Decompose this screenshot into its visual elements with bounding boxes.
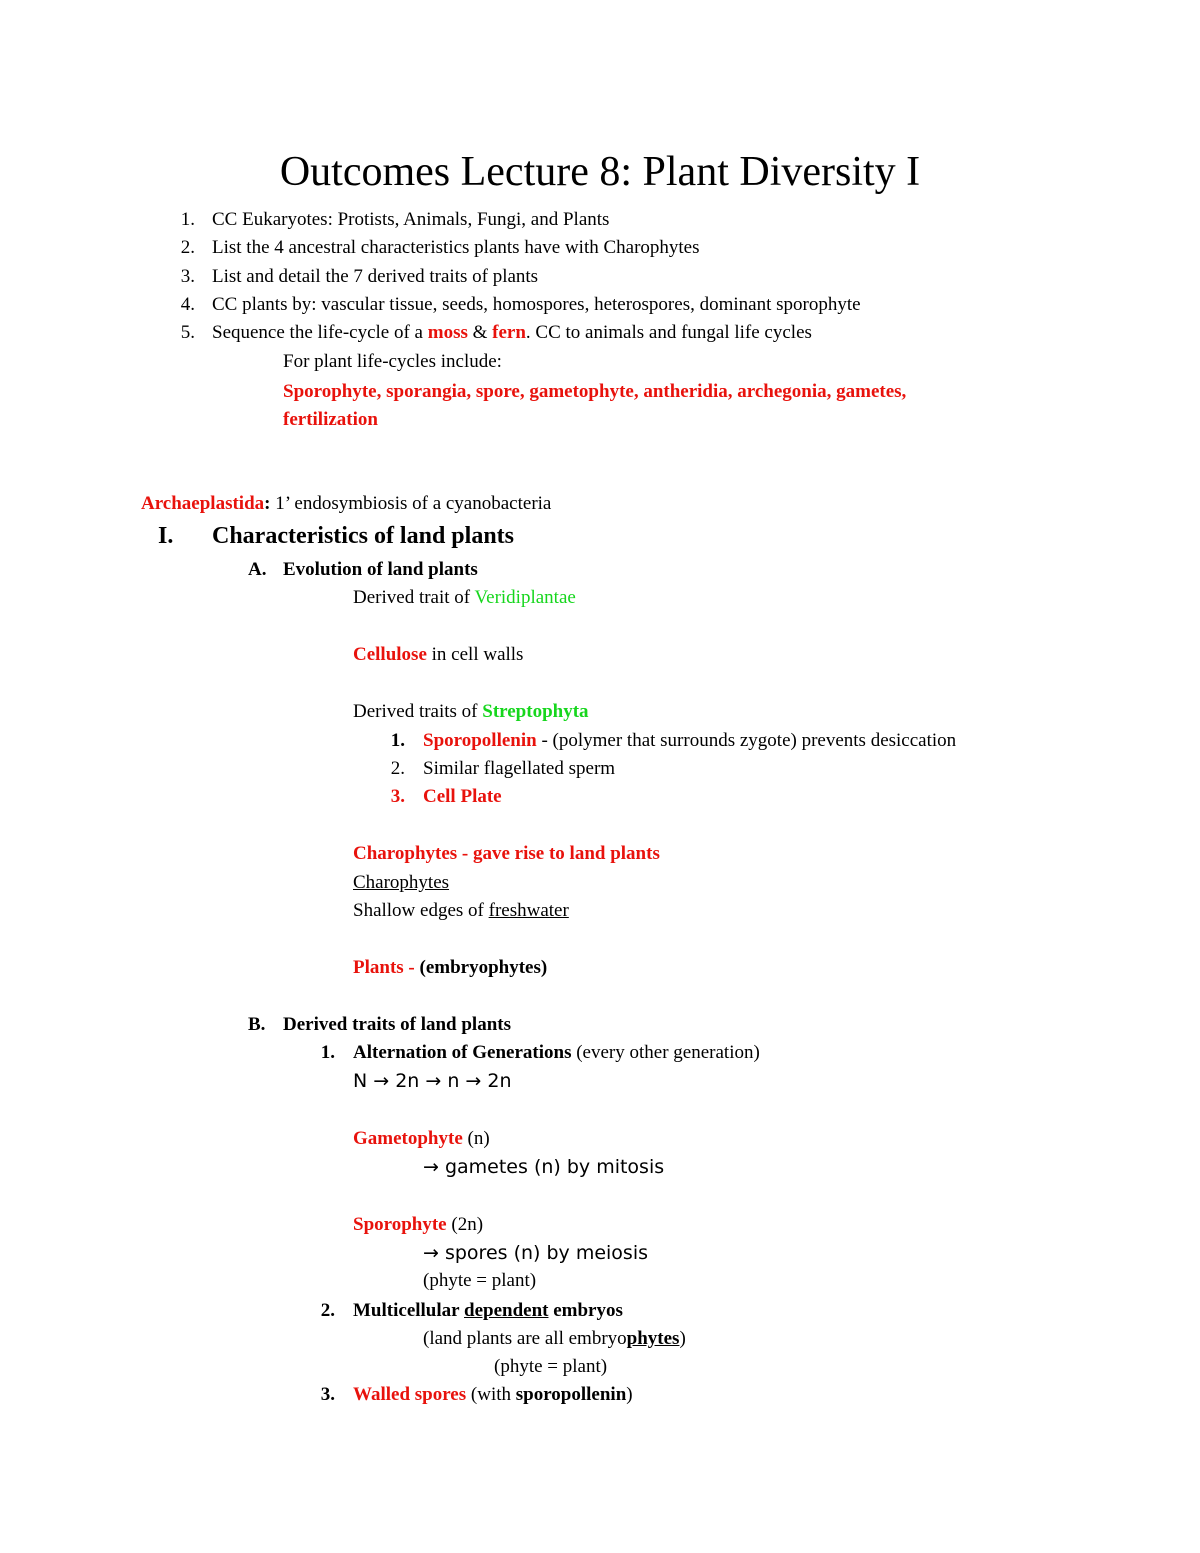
sporophyte-line: Sporophyte (2n) xyxy=(353,1214,484,1235)
embryophytes-note: (land plants are all embryophytes) xyxy=(423,1328,686,1349)
outcome-text: Sequence the life-cycle of a moss & fern. CC to animals and fungal life cycles xyxy=(212,322,812,343)
document-page: Outcomes Lecture 8: Plant Diversity I 1. CC Eukaryotes: Protists, Animals, Fungi, and Plants 2. List the 4 ancestral characteristics plants have with Charophytes 3. List and detail the 7 derived traits of plants 4. CC plants by: vascular tissue, seeds, homospores, heterospores, dominant sporophyte 5. Sequence the life-cycle of a moss & fern. CC to animals and fungal life cycles For plant life-cycles include: Sporophyte, sporangia, spore, gametophyte, antheridia, archegonia, gametes, fertilization Archaeplastida: 1’ endosymbiosis of a cyanobacteria I. Characteristics of land plants A. Evolution of land plants Derived trait of Veridiplantae Cellulose in cell walls Derived traits of Streptophyta 1. Sporopollenin - (polymer that surrounds zygote) prevents desiccation 2. Similar flagellated sperm 3. Cell Plate Charophytes - gave rise to land plants Charophytes Shallow edges of freshwater Plants - (embryophytes) B. Derived traits of land plants 1. Alternation of Generations (every other generation) N → 2n → n → 2n Gametophyte (n) → gametes (n) by mitosis Sporophyte (2n) → spores (n) by meiosis (phyte = plant) 2. Multicellular dependent embryos (land plants are all embryophytes) (phyte = plant) 3. Walled spores (with sporopollenin) xyxy=(0,0,1200,1553)
phyte-note: (phyte = plant) xyxy=(423,1270,537,1291)
outcome-number: 1. xyxy=(180,209,195,230)
outcome-text: List the 4 ancestral characteristics plants have with Charophytes xyxy=(212,237,700,258)
outcome-number: 4. xyxy=(180,294,195,315)
generation-formula: N → 2n → n → 2n xyxy=(353,1070,512,1092)
outcome-text: List and detail the 7 derived traits of plants xyxy=(212,266,539,287)
gametophyte-term: Gametophyte xyxy=(353,1128,463,1149)
sporopollenin-term: sporopollenin xyxy=(515,1384,627,1405)
phyte-note: (phyte = plant) xyxy=(494,1356,608,1377)
subsection-heading: Derived traits of land plants xyxy=(283,1014,511,1035)
freshwater-term: freshwater xyxy=(488,900,569,921)
charophytes-heading: Charophytes - gave rise to land plants xyxy=(353,843,660,864)
streptophyta-term: Streptophyta xyxy=(482,701,589,722)
subsection-letter: A. xyxy=(248,559,267,580)
outcome-text: CC plants by: vascular tissue, seeds, homospores, heterospores, dominant sporophyte xyxy=(212,294,861,315)
walled-spores-term: Walled spores xyxy=(353,1384,467,1405)
section-number: I. xyxy=(158,523,174,549)
plants-line: Plants - (embryophytes) xyxy=(353,957,548,978)
spores-line: → spores (n) by meiosis xyxy=(423,1242,648,1264)
veridiplantae-line: Derived trait of Veridiplantae xyxy=(353,587,576,608)
alternation-term: Alternation of Generations xyxy=(353,1042,572,1063)
moss-term: moss xyxy=(427,322,468,343)
outcome-number: 5. xyxy=(180,322,195,343)
streptophyta-line: Derived traits of Streptophyta xyxy=(353,701,589,722)
outcome-number: 3. xyxy=(180,266,195,287)
shallow-edges-line: Shallow edges of freshwater xyxy=(353,900,569,921)
lifecycle-terms-continued: fertilization xyxy=(283,409,378,430)
outcome-number: 2. xyxy=(180,237,195,258)
archaeplastida-line: Archaeplastida: 1’ endosymbiosis of a cyanobacteria xyxy=(141,493,552,514)
archaeplastida-term: Archaeplastida xyxy=(141,493,265,514)
gametes-line: → gametes (n) by mitosis xyxy=(423,1156,665,1178)
lifecycle-terms: Sporophyte, sporangia, spore, gametophyte, antheridia, archegonia, gametes, xyxy=(283,381,907,402)
fern-term: fern xyxy=(492,322,526,343)
gametophyte-line: Gametophyte (n) xyxy=(353,1128,490,1149)
subsection-letter: B. xyxy=(248,1014,266,1035)
outcome-text: CC Eukaryotes: Protists, Animals, Fungi, and Plants xyxy=(212,209,610,230)
sporophyte-term: Sporophyte xyxy=(353,1214,447,1235)
page-title: Outcomes Lecture 8: Plant Diversity I xyxy=(279,149,921,195)
cellulose-term: Cellulose xyxy=(353,644,427,665)
cellulose-line: Cellulose in cell walls xyxy=(353,644,524,665)
lifecycle-intro: For plant life-cycles include: xyxy=(283,351,502,372)
charophytes-label: Charophytes xyxy=(353,872,450,893)
subsection-heading: Evolution of land plants xyxy=(283,559,478,580)
section-heading: Characteristics of land plants xyxy=(212,523,514,549)
sporopollenin-term: Sporopollenin xyxy=(423,730,537,751)
phytes-term: phytes xyxy=(626,1328,680,1349)
dependent-term: dependent xyxy=(464,1300,549,1321)
veridiplantae-term: Veridiplantae xyxy=(474,587,576,608)
cell-plate-term: Cell Plate xyxy=(423,786,502,807)
plants-term: Plants - xyxy=(353,957,420,978)
